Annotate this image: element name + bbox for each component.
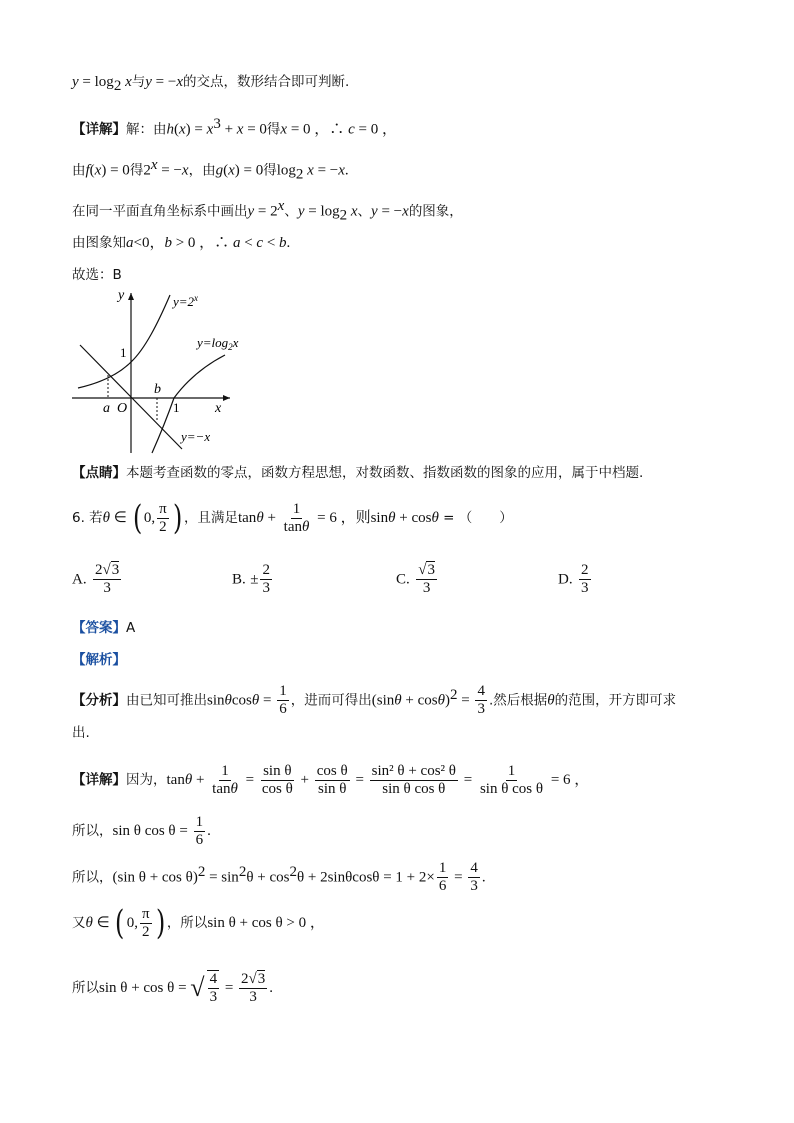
neg-label: y=−x [181, 429, 211, 444]
x-one-label: 1 [173, 400, 180, 415]
option-d[interactable]: D. $\frac{2}{3}$ [558, 562, 589, 596]
answer-line: 【答案】A [72, 620, 136, 636]
line-6: 故选：B [72, 267, 122, 283]
exp-curve [78, 295, 170, 388]
origin-label: O [117, 401, 128, 416]
detail-line-2: 所以，sin θ cos θ = $\frac{1}{6}$ . [72, 813, 211, 848]
y-axis-arrow [128, 293, 134, 300]
line-2: 【详解】解：由$h(x) = x^3 + x = 0$得x = 0 ，∴ c = 0 ， [72, 116, 397, 138]
option-a[interactable]: A. $\frac{2√3}{3}$ [72, 562, 120, 596]
sqrt-sign: √ [190, 973, 205, 1002]
function-graph [70, 285, 250, 455]
b-label: b [154, 382, 161, 397]
line-5: 由图象知a<0，b > 0 ，∴ a < c < b. [72, 235, 291, 251]
y-one-label: 1 [120, 345, 127, 360]
detail-line-1: 【详解】因为，tanθ + $\frac{1}{\tan\theta}$ = $\frac{\text{sin θ}}{\text{cos θ}}$ + $\frac{\text{cos θ}}{\text{sin θ}}$ = $\frac{\text{sin² θ + cos² θ}}{\text{sin θ cos θ}}$ = $\frac{1}{\text{sin θ cos θ}}$ = 6 ， [72, 762, 590, 797]
option-b[interactable]: B. ± $\frac{2}{3}$ [232, 562, 270, 596]
y-label: y [118, 288, 125, 303]
a-label: a [103, 401, 110, 416]
log-label: $y=\log_2x$ [197, 335, 239, 352]
line-1: $y = \log_2 x$与y = −x的交点，数形结合即可判断. [72, 74, 350, 94]
detail-line-4: 又θ ∈ ( 0, $\frac{\pi}{2}$ ) ，所以sin θ + cos θ > 0 ， [72, 903, 325, 943]
x-axis-arrow [223, 395, 230, 401]
line-3: 由f(x) = 0得$2^x = -x$，由g(x) = 0得$\log_2 x = -x$. [72, 157, 349, 183]
line-4: 在同一平面直角坐标系中画出$y = 2^x$、$y = \log_2 x$、y = −x的图象， [72, 198, 463, 224]
analysis-line-1: 【分析】由已知可推出sinθcosθ = $\frac{1}{6}$ ，进而可得出$(\sin\theta + \cos\theta)^2$ = $\frac{4}{3}$ .然后根据θ的范围，开方即可求 [72, 683, 677, 718]
analysis-line-2: 出. [72, 725, 90, 741]
detail-line-5: 所以sin θ + cos θ = √ $\frac{4}{3}$ = $\frac{2√3}{3}$ . [72, 970, 274, 1005]
question-6: 6. 若θ ∈ ( 0, $\frac{\pi}{2}$ ) ，且满足tanθ + $\frac{1}{\tan\theta}$ = 6 ，则sinθ + cosθ = （ ） [72, 498, 513, 538]
analysis-heading: 【解析】 [72, 652, 126, 668]
option-c[interactable]: C. $\frac{√3}{3}$ [396, 562, 435, 596]
line-7: 【点睛】本题考查函数的零点，函数方程思想，对数函数、指数函数的图象的应用，属于中档题. [72, 465, 644, 481]
detail-line-3: 所以，(sin $\theta + \cos \theta)^2 = \sin^2\theta + \cos^2\theta + 2\sin\theta\cos\theta = 1 + 2\times$ $\frac{1}{6}$ = $\frac{4}{3}$ . [72, 860, 486, 895]
x-label: x [215, 401, 222, 416]
exp-label: $y=2^x$ [173, 293, 199, 309]
